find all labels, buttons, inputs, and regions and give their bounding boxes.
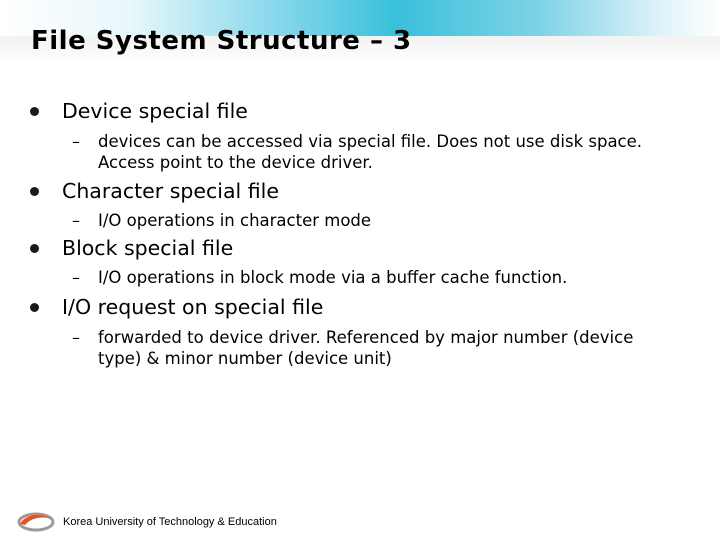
dash-icon: – [72,268,80,287]
sub-bullet-text: I/O operations in character mode [98,211,372,230]
bullet-label: I/O request on special file [62,295,324,319]
sub-bullet [72,131,658,173]
sub-bullet [72,327,658,369]
dash-icon: – [72,211,80,230]
dash-icon: – [72,328,80,347]
bullet-label: Device special file [62,99,248,123]
bullet-block-special-file [30,236,233,260]
dash-icon: – [72,132,80,151]
koreatech-logo-icon [17,512,55,532]
sub-bullet-text: I/O operations in block mode via a buffer cache function. [98,268,568,287]
footer [17,512,277,532]
bullet-icon [30,303,39,312]
bullet-icon [30,107,39,116]
slide-title: File System Structure – 3 [31,26,412,56]
sub-bullet [72,210,658,231]
bullet-label: Character special file [62,179,279,203]
bullet-character-special-file [30,179,279,203]
bullet-icon [30,187,39,196]
bullet-label: Block special file [62,236,234,260]
bullet-icon [30,244,39,253]
sub-bullet [72,267,658,288]
sub-bullet-text: forwarded to device driver. Referenced by major number (device type) & minor number (device unit) [98,328,634,368]
footer-text: Korea University of Technology & Education [63,516,277,528]
sub-bullet-text: devices can be accessed via special file. Does not use disk space. Access point to the device driver. [98,132,643,172]
bullet-io-request [30,295,323,319]
bullet-device-special-file [30,99,248,123]
